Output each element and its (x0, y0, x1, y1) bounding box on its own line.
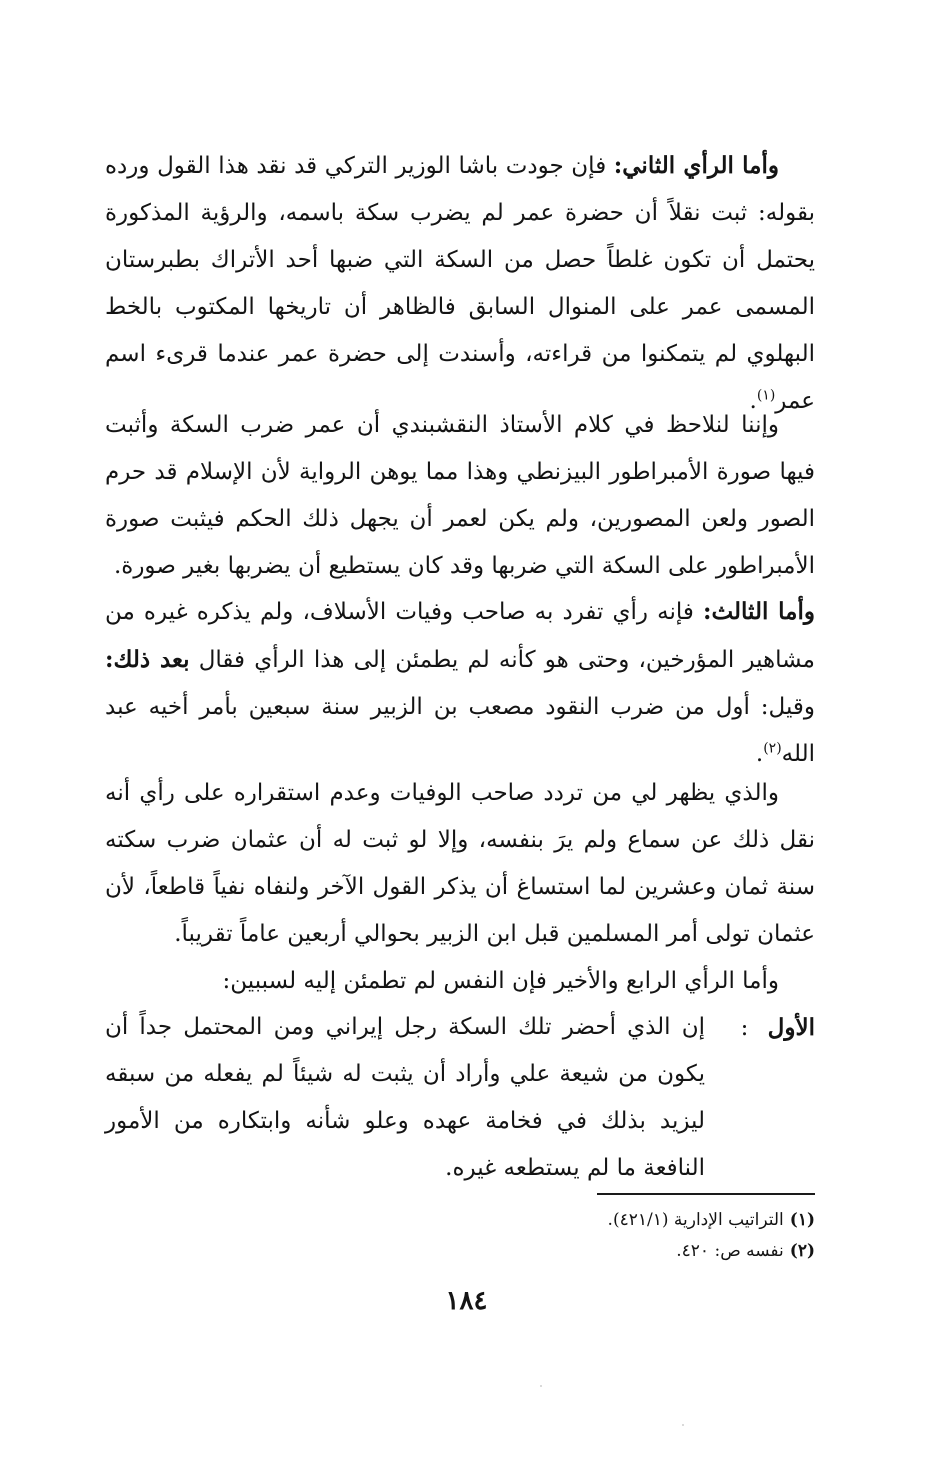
paragraph-author-view: والذي يظهر لي من تردد صاحب الوفيات وعدم استقراره على رأي أنه نقل ذلك عن سماع ولم يرَ بنفسه، وإلا لو ثبت له أن عثمان ضرب سكته سنة ثمان وعشرين لما استساغ أن يذكر القول الآخر ولنفاه نفياً قاطعاً، لأن عثمان تولى أمر المسلمين قبل ابن الزبير بحوالي أربعين عاماً تقريباً. (105, 780, 815, 947)
page-number: ١٨٤ (445, 1286, 488, 1316)
footnote-ref-2: (٢) (763, 740, 782, 757)
item-separator: : (740, 1015, 749, 1041)
paragraph-end: . (749, 388, 757, 414)
footnotes (315, 1205, 815, 1267)
paragraph-fourth-opinion: وأما الرأي الرابع والأخير فإن النفس لم تطمئن إليه لسببين: (222, 968, 779, 994)
scan-speck (540, 1385, 542, 1387)
paragraph-text: فإن جودت باشا الوزير التركي قد نقد هذا القول ورده بقوله: ثبت نقلاً أن حضرة عمر لم يضرب سكة باسمه، والرؤية المذكورة يحتمل أن تكون غلطاً حصل من السكة التي ضبها أحد الأتراك بطبرستان المسمى عمر على المنوال السابق فالظاهر أن تاريخها المكتوب بالخط البهلوي لم يتمكنوا من قراءته، وأسندت إلى حضرة عمر عندما قرىء اسم عمر (105, 153, 815, 414)
item-label: الأول (767, 1014, 815, 1041)
footnote-item (315, 1205, 815, 1236)
footnote-number: (٢) (789, 1241, 815, 1261)
paragraph-text: فإنه رأي تفرد به صاحب وفيات الأسلاف، ولم يذكره غيره من مشاهير المؤرخين، وحتى هو كأنه لم يطمئن إلى هذا الرأي فقال (105, 599, 816, 673)
paragraph-lead: وأما الثالث: (702, 598, 816, 625)
list-item-heading (725, 1004, 815, 1052)
footnote-ref-1: (١) (756, 387, 776, 404)
footnote-item (315, 1236, 815, 1267)
paragraph-end: . (755, 741, 764, 767)
paragraph-lead: وأما الرأي الثاني: (613, 152, 780, 179)
footnote-text: التراتيب الإدارية (٤٢١/١). (607, 1210, 784, 1230)
paragraph-second-opinion (105, 142, 815, 425)
list-item-body: إن الذي أحضر تلك السكة رجل إيراني ومن المحتمل جداً أن يكون من شيعة علي وأراد أن يثبت له شيئاً لم يفعله من سبقه ليزيد بذلك في فخامة عهده وعلو شأنه وابتكاره من الأمور النافعة ما لم يستطعه غيره. (105, 1014, 705, 1181)
paragraph-third-opinion (105, 588, 815, 778)
paragraph-text-2: وقيل: أول من ضرب النقود مصعب بن الزبير سنة سبعين بأمر أخيه عبد الله (105, 694, 815, 767)
footnote-divider (597, 1193, 815, 1195)
scan-speck (682, 1424, 684, 1426)
paragraph-naqshbandi-note: وإننا لنلاحظ في كلام الأستاذ النقشبندي أن عمر ضرب السكة وأثبت فيها صورة الأمبراطور البيزنطي وهذا مما يوهن الرواية لأن الإسلام قد حرم الصور ولعن المصورين، ولم يكن لعمر أن يجهل ذلك الحكم فيثبت صورة الأمبراطور على السكة التي ضربها وقد كان يستطيع أن يضربها بغير صورة. (105, 412, 815, 579)
paragraph-lead-2: بعد ذلك: (105, 646, 190, 673)
footnote-text: نفسه ص: ٤٢٠. (676, 1241, 784, 1261)
footnote-number: (١) (789, 1210, 815, 1230)
